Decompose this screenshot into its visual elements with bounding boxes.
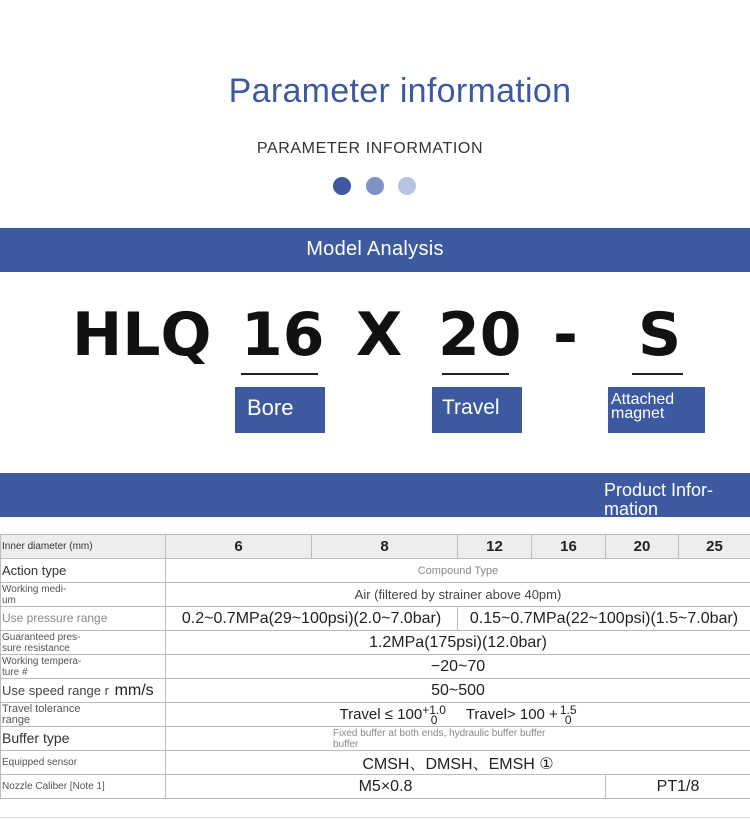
bottom-divider [0, 817, 750, 818]
spec-table [0, 534, 750, 799]
row-value: Fixed buffer at both ends, hydraulic buffer buffer buffer [166, 727, 750, 751]
bore-tag-label: Bore [247, 395, 294, 420]
row-value: Air (filtered by strainer above 40pm) [166, 583, 750, 607]
bore-tag [235, 387, 325, 433]
bore-underline [241, 373, 318, 375]
table-row [1, 631, 750, 655]
row-label: Buffer type [1, 727, 166, 751]
row-value-left: M5×0.8 [166, 775, 606, 799]
model-code-x: X [356, 300, 403, 370]
table-header-row [1, 535, 750, 559]
row-value: CMSH、DMSH、EMSH ① [166, 751, 750, 775]
magnet-tag-line2: magnet [611, 405, 665, 422]
speed-label: Use speed range r [2, 683, 109, 698]
row-label: Use pressure range [1, 607, 166, 631]
row-label: Working tempera- ture # [1, 655, 166, 679]
product-information-band [0, 473, 750, 517]
row-label: Equipped sensor [1, 751, 166, 775]
magnet-tag [608, 387, 705, 433]
row-label: Action type [1, 559, 166, 583]
row-label: Nozzle Caliber [Note 1] [1, 775, 166, 799]
speed-unit: mm/s [114, 682, 154, 699]
travel-underline [442, 373, 509, 375]
page-title: Parameter information [228, 72, 572, 110]
decor-dot [366, 177, 384, 195]
product-information-title-text: Product Infor- mation [604, 480, 714, 519]
page-subtitle: PARAMETER INFORMATION [256, 140, 484, 157]
diameter-20: 20 [606, 535, 679, 559]
tol-b-lower: 0 [564, 712, 572, 727]
row-value-right: 0.15~0.7MPa(22~100psi)(1.5~7.0bar) [458, 607, 750, 631]
table-row [1, 703, 750, 727]
diameter-25: 25 [679, 535, 750, 559]
magnet-tag-line1: Attached [611, 391, 675, 408]
table-row [1, 655, 750, 679]
diameter-12: 12 [458, 535, 532, 559]
travel-tag-label: Travel [442, 396, 500, 419]
header-label: Inner diameter (mm) [1, 535, 166, 559]
model-code-travel: 20 [438, 300, 522, 370]
row-value-left: 0.2~0.7MPa(29~100psi)(2.0~7.0bar) [166, 607, 458, 631]
tol-b-upper: 1.5 [559, 702, 577, 717]
decor-dot [333, 177, 351, 195]
model-code-bore: 16 [241, 300, 325, 370]
row-value: 1.2MPa(175psi)(12.0bar) [166, 631, 750, 655]
diameter-16: 16 [532, 535, 606, 559]
row-label: Working medi- um [1, 583, 166, 607]
travel-tag [432, 387, 522, 433]
model-code-series: HLQ [72, 300, 212, 370]
model-analysis-band [0, 228, 750, 272]
travel-le-100: Travel ≤ 100 [339, 705, 423, 723]
table-row [1, 727, 750, 751]
table-row [1, 583, 750, 607]
row-value [166, 703, 750, 727]
diameter-8: 8 [312, 535, 458, 559]
magnet-underline [632, 373, 683, 375]
model-code-magnet: S [638, 300, 682, 370]
row-label [1, 679, 166, 703]
row-label: Guaranteed pres- sure resistance [1, 631, 166, 655]
row-label: Travel tolerance range [1, 703, 166, 727]
model-analysis-title: Model Analysis [306, 238, 444, 260]
tol-a-lower: 0 [430, 712, 438, 727]
tol-a-upper: +1.0 [422, 702, 446, 717]
table-row [1, 607, 750, 631]
row-value: 50~500 [166, 679, 750, 703]
decor-dot [398, 177, 416, 195]
row-value-right: PT1/8 [606, 775, 750, 799]
table-row [1, 559, 750, 583]
model-code-dash: - [553, 300, 578, 370]
diameter-6: 6 [166, 535, 312, 559]
table-row [1, 751, 750, 775]
travel-gt-100: Travel> 100 + [465, 705, 558, 723]
row-value: Compound Type [166, 559, 750, 583]
table-row [1, 775, 750, 799]
table-row [1, 679, 750, 703]
row-value: −20~70 [166, 655, 750, 679]
